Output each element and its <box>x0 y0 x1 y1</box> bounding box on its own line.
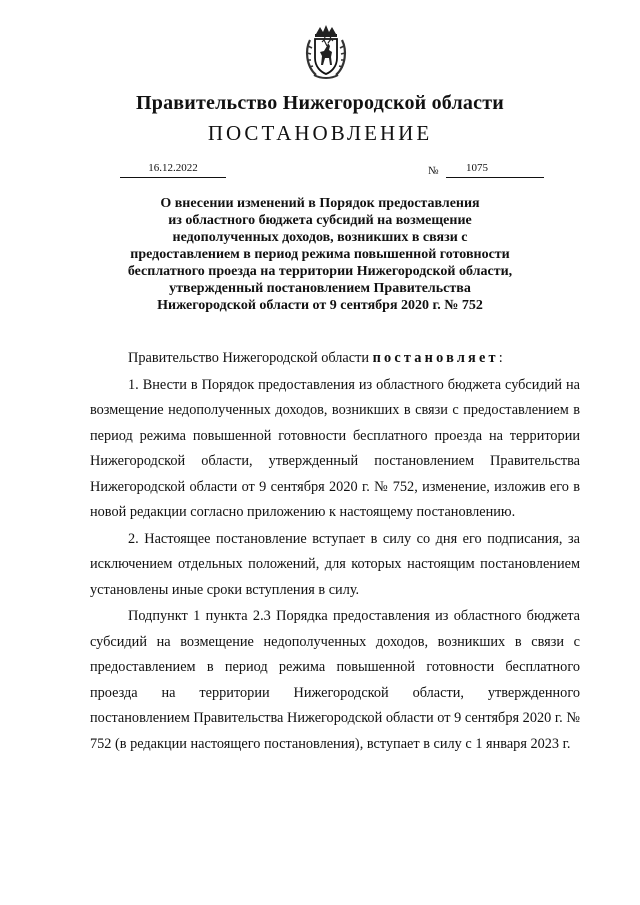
heading-line: из областного бюджета субсидий на возмещение <box>168 213 472 228</box>
preamble-colon: : <box>498 350 503 366</box>
number-sign: № <box>428 165 439 177</box>
document-type: ПОСТАНОВЛЕНИЕ <box>207 121 433 145</box>
preamble-verb: постановляет <box>372 350 499 366</box>
paragraph-item-1: 1. Внести в Порядок предоставления из областного бюджета субсидий на возмещение недополученных доходов, возникших в связи с предоставлением в период режима повышенной готовности бесплатного проезда на территории Нижегородской области, утвержденный постановлением Правительства Нижегородской области от 9 сентября 2020 г. № 752, изменение, изложив его в новой редакции согласно приложению к настоящему постановлению. <box>90 376 580 520</box>
heading-line: предоставлением в период режима повышенной готовности <box>130 247 510 262</box>
document-number-field <box>446 162 544 178</box>
heading-line: О внесении изменений в Порядок предоставления <box>160 196 480 211</box>
heading-line: утвержденный постановлением Правительства <box>169 281 471 296</box>
document-heading <box>90 195 550 314</box>
paragraph-item-2: 2. Настоящее постановление вступает в силу со дня его подписания, за исключением отдельных положений, для которых настоящим постановлением установлены иные сроки вступления в силу. <box>90 530 580 598</box>
heading-line: недополученных доходов, возникших в связи с <box>172 230 468 245</box>
document-number: 1075 <box>466 162 488 174</box>
document-date: 16.12.2022 <box>120 162 226 178</box>
organization-title: Правительство Нижегородской области <box>136 92 504 114</box>
paragraph-item-3: Подпункт 1 пункта 2.3 Порядка предоставления из областного бюджета субсидий на возмещение недополученных доходов, возникших в связи с предоставлением в период режима повышенной готовности бесплатного проезда на территории Нижегородской области, утвержденного постановлением Правительства Нижегородской области от 9 сентября 2020 г. № 752 (в редакции настоящего постановления), вступает в силу с 1 января 2023 г. <box>90 608 580 752</box>
coat-of-arms-icon <box>304 24 348 80</box>
heading-line: Нижегородской области от 9 сентября 2020 г. № 752 <box>157 298 483 313</box>
document-body <box>90 346 580 757</box>
heading-line: бесплатного проезда на территории Нижегородской области, <box>127 264 513 279</box>
preamble-paragraph <box>90 346 580 372</box>
preamble-text: Правительство Нижегородской области <box>128 350 373 366</box>
